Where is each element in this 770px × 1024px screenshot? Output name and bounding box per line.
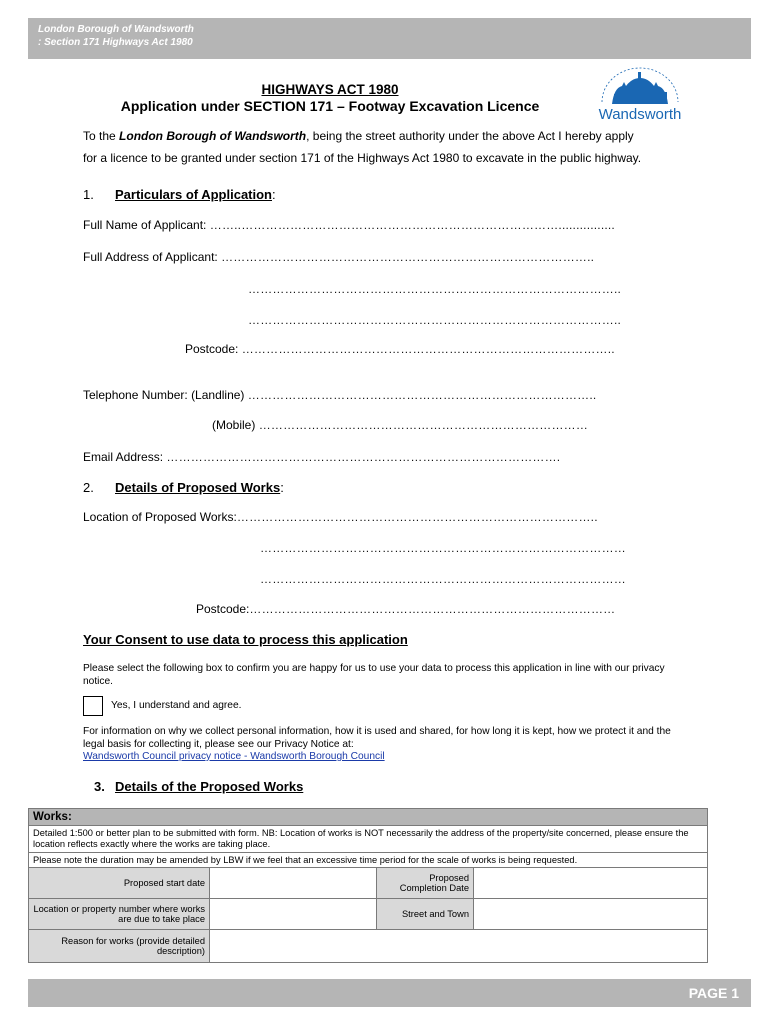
header-line1: London Borough of Wandsworth	[38, 24, 194, 35]
section1-heading: Particulars of Application:	[115, 187, 276, 202]
reason-field[interactable]	[210, 930, 708, 963]
location-field[interactable]	[210, 899, 377, 930]
section2-number: 2.	[83, 480, 94, 495]
completion-date-label: Proposed Completion Date	[377, 868, 474, 899]
section1-number: 1.	[83, 187, 94, 202]
start-date-field[interactable]	[210, 868, 377, 899]
consent-checkbox-label: Yes, I understand and agree.	[111, 700, 242, 711]
intro-line1: To the London Borough of Wandsworth, being the street authority under the above Act I hereby apply	[83, 129, 634, 143]
authority-name: London Borough of Wandsworth	[119, 129, 307, 143]
consent-paragraph: Please select the following box to confirm you are happy for us to use your data to process this application in line with our privacy notice.	[83, 663, 665, 687]
wandsworth-logo	[592, 64, 688, 126]
header-line2: : Section 171 Highways Act 1980	[38, 37, 193, 48]
street-town-field[interactable]	[474, 899, 708, 930]
privacy-notice-link[interactable]: Wandsworth Council privacy notice - Wandsworth Borough Council	[83, 751, 385, 762]
location-label: Location or property number where works are due to take place	[29, 899, 210, 930]
postcode-row: Postcode: ………………………………………………………………………………..	[185, 342, 615, 356]
logo-text: Wandsworth	[598, 106, 682, 123]
full-name-row: Full Name of Applicant: ……..……………………………………………………………………................	[83, 218, 615, 232]
works-note2: Please note the duration may be amended by LBW if we feel that an excessive time period for the scale of works is being requested.	[29, 853, 708, 868]
page-number: PAGE 1	[688, 985, 739, 1001]
document-title: HIGHWAYS ACT 1980	[261, 82, 399, 97]
footer-bar	[28, 979, 751, 1007]
section3-number: 3.	[94, 779, 105, 794]
start-date-label: Proposed start date	[29, 868, 210, 899]
works-heading: Works:	[29, 809, 708, 826]
telephone-landline-row: Telephone Number: (Landline) …………………………………………………………………………..	[83, 388, 597, 402]
intro-line2: for a licence to be granted under section 171 of the Highways Act 1980 to excavate in the public highway.	[83, 151, 642, 165]
location-line2-field[interactable]: ………………………………………………………………………………	[260, 541, 626, 555]
works-table	[28, 808, 708, 963]
header-bar	[28, 18, 751, 59]
reason-label: Reason for works (provide detailed description)	[29, 930, 210, 963]
email-row: Email Address: …………………………………………………………………………………….	[83, 450, 561, 464]
works-note1: Detailed 1:500 or better plan to be submitted with form. NB: Location of works is NOT necessarily the address of the property/site concerned, please ensure the location reflects exactly where the works are taking place.	[29, 826, 708, 853]
address-line3-field[interactable]: ………………………………………………………………………………..	[248, 313, 622, 327]
location-line3-field[interactable]: ………………………………………………………………………………	[260, 572, 626, 586]
location-row: Location of Proposed Works:……………………………………………………………………………..	[83, 510, 598, 524]
completion-date-field[interactable]	[474, 868, 708, 899]
address-line2-field[interactable]: ………………………………………………………………………………..	[248, 282, 622, 296]
document-subtitle: Application under SECTION 171 – Footway Excavation Licence	[120, 98, 540, 114]
consent-checkbox[interactable]	[83, 696, 103, 716]
privacy-info-paragraph: For information on why we collect personal information, how it is used and shared, for how long it is kept, how we protect it and the legal basis for collecting it, please see our Privacy Notice at:	[83, 726, 671, 750]
full-address-row: Full Address of Applicant: ………………………………………………………………………………..	[83, 250, 595, 264]
street-town-label: Street and Town	[377, 899, 474, 930]
section2-heading: Details of Proposed Works:	[115, 480, 284, 495]
works-postcode-row: Postcode:………………………………………………………………………………	[196, 602, 616, 616]
telephone-mobile-row: (Mobile) ………………………………………………………………………	[212, 418, 589, 432]
privacy-link-wrap	[83, 751, 385, 762]
consent-heading: Your Consent to use data to process this application	[83, 632, 408, 647]
section3-heading: Details of the Proposed Works	[115, 779, 304, 794]
